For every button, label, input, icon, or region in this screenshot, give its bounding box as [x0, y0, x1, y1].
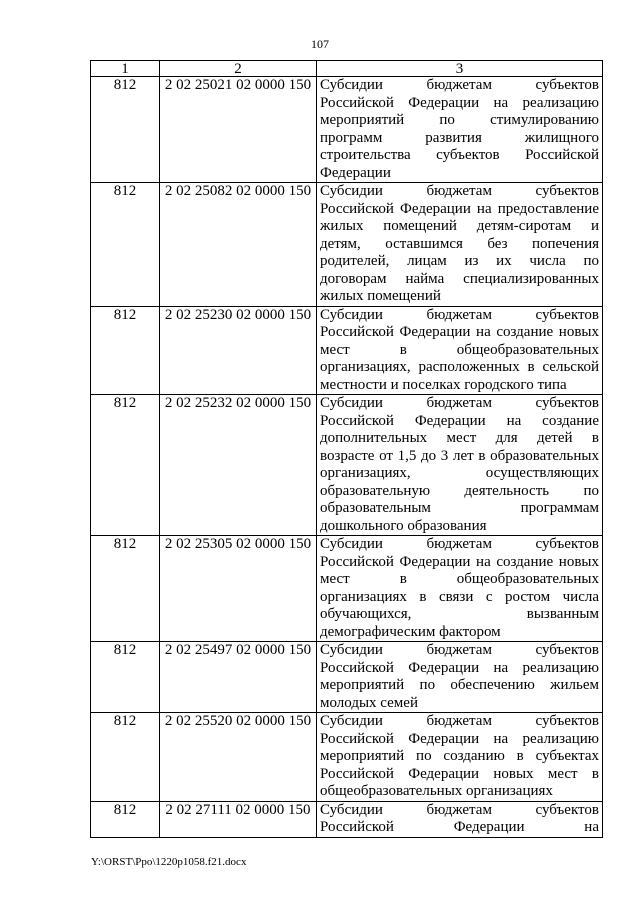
budget-classification-code-cell: 2 02 25082 02 0000 150 [160, 183, 317, 307]
description-line: детям, оставшимся без попечения [320, 235, 599, 252]
column-header-3: 3 [317, 61, 603, 77]
description-line: Российской Федерации на создание новых [320, 553, 599, 570]
table-row [91, 77, 603, 183]
revenue-description-cell [317, 183, 603, 307]
description-line: Российской Федерации новых мест в [320, 765, 599, 782]
description-line: мест в общеобразовательных [320, 571, 599, 587]
revenue-description-cell [317, 395, 603, 536]
description-line: Российской Федерации на создание [320, 412, 599, 429]
description-line: строительства субъектов Российской [320, 147, 599, 163]
column-header-1: 1 [91, 61, 160, 77]
table-row [91, 536, 603, 642]
budget-classification-code-cell: 2 02 25497 02 0000 150 [160, 642, 317, 713]
description-line: родителей, лицам из их числа по [320, 253, 599, 269]
description-line: местности и поселках городского типа [320, 376, 567, 393]
revenue-description-cell [317, 306, 603, 395]
description-line: мест в общеобразовательных [320, 341, 599, 358]
description-line: организациях в связи с ростом числа [320, 588, 599, 605]
description-line: Субсидии бюджетам субъектов [320, 395, 599, 411]
table-header-row [91, 61, 603, 77]
description-line: Субсидии бюджетам субъектов [320, 306, 599, 323]
admin-code-cell: 812 [91, 306, 160, 395]
table-row [91, 395, 603, 536]
admin-code-cell: 812 [91, 183, 160, 307]
column-header-2: 2 [160, 61, 317, 77]
description-line: образовательную деятельность по [320, 482, 599, 499]
budget-classification-code-cell: 2 02 25520 02 0000 150 [160, 713, 317, 802]
description-line: дошкольного образования [320, 517, 487, 534]
table-body [91, 77, 603, 838]
footer-file-path: Y:\ORST\Ppo\1220p1058.f21.docx [91, 856, 247, 868]
description-line: жилых помещений детям-сиротам и [320, 218, 599, 234]
budget-classification-code-cell: 2 02 25232 02 0000 150 [160, 395, 317, 536]
description-line: Российской Федерации на реализацию [320, 94, 599, 111]
description-line: дополнительных мест для детей в [320, 430, 599, 446]
description-line: Субсидии бюджетам субъектов [320, 642, 599, 658]
budget-classification-code-cell: 2 02 25021 02 0000 150 [160, 77, 317, 183]
revenue-description-cell [317, 801, 603, 837]
revenue-description-cell [317, 713, 603, 802]
description-line: Субсидии бюджетам субъектов [320, 713, 599, 729]
description-line: Российской Федерации на создание новых [320, 324, 599, 340]
admin-code-cell: 812 [91, 536, 160, 642]
table-row [91, 642, 603, 713]
description-line: Субсидии бюджетам субъектов [320, 801, 599, 818]
description-line: мероприятий по обеспечению жильем [320, 677, 599, 693]
description-line: Субсидии бюджетам субъектов [320, 183, 599, 199]
description-line: мероприятий по созданию в субъектах [320, 748, 599, 764]
table-row [91, 801, 603, 837]
description-line: Субсидии бюджетам субъектов [320, 77, 599, 93]
table-row [91, 306, 603, 395]
budget-classification-code-cell: 2 02 25230 02 0000 150 [160, 306, 317, 395]
description-line: Субсидии бюджетам субъектов [320, 536, 599, 552]
description-line: мероприятий по стимулированию [320, 112, 599, 128]
description-line: обучающихся, вызванным [320, 606, 599, 622]
description-line: Российской Федерации на реализацию [320, 659, 599, 676]
description-line: организациях, осуществляющих [320, 465, 599, 481]
revenue-description-cell [317, 536, 603, 642]
description-line: молодых семей [320, 694, 418, 711]
description-line: договорам найма специализированных [320, 270, 599, 287]
description-line: Федерации [320, 164, 391, 181]
table-row [91, 713, 603, 802]
admin-code-cell: 812 [91, 642, 160, 713]
description-line: демографическим фактором [320, 623, 501, 640]
description-line: Российской Федерации на реализацию [320, 730, 599, 747]
description-line: общеобразовательных организациях [320, 783, 553, 799]
table-row [91, 183, 603, 307]
description-line: образовательным программам [320, 500, 599, 516]
description-line: жилых помещений [320, 288, 441, 304]
budget-classification-code-cell: 2 02 27111 02 0000 150 [160, 801, 317, 837]
revenue-description-cell [317, 642, 603, 713]
page-number: 107 [311, 37, 329, 51]
budget-codes-table [90, 60, 603, 838]
description-line: программ развития жилищного [320, 129, 599, 146]
admin-code-cell: 812 [91, 713, 160, 802]
description-line: организациях, расположенных в сельской [320, 359, 599, 375]
budget-classification-code-cell: 2 02 25305 02 0000 150 [160, 536, 317, 642]
description-line: возрасте от 1,5 до 3 лет в образовательных [320, 447, 599, 464]
admin-code-cell: 812 [91, 395, 160, 536]
description-line: Российской Федерации на [320, 819, 599, 835]
revenue-description-cell [317, 77, 603, 183]
description-line: Российской Федерации на предоставление [320, 200, 599, 217]
admin-code-cell: 812 [91, 801, 160, 837]
admin-code-cell: 812 [91, 77, 160, 183]
